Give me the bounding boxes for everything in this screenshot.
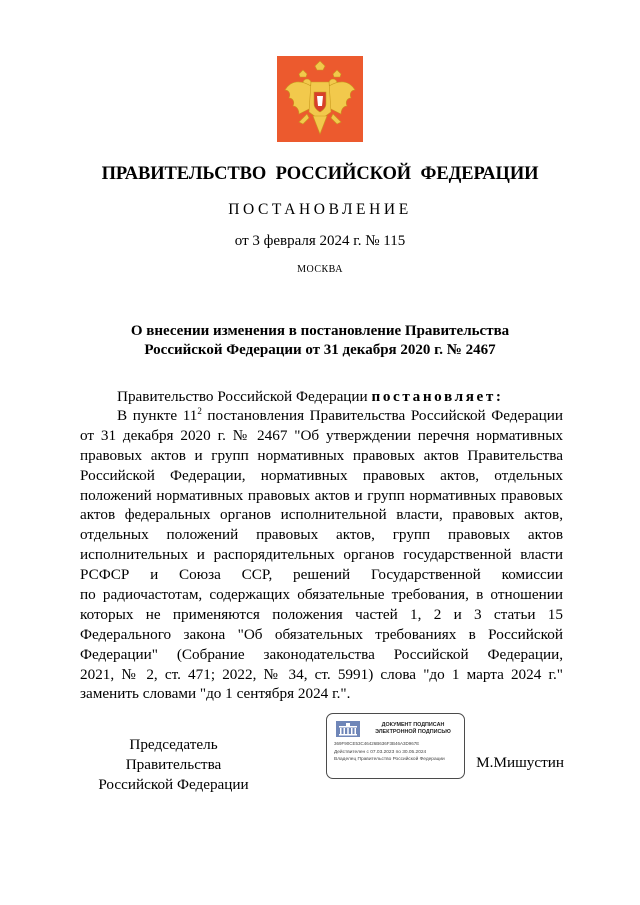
stamp-heading [367, 722, 459, 736]
document-title-line: Российской Федерации от 31 декабря 2020 г. № 2467 [144, 342, 496, 358]
body-text: В пункте 11 [117, 407, 198, 424]
certificate-validity: Действителен с 07.03.2023 по 30.05.2024 [334, 750, 427, 755]
body-line: исполнительных и распорядительных органов государственной власти [80, 546, 563, 564]
body-line: 2021, № 2, ст. 471; 2022, № 34, ст. 5991) слова "до 1 марта 2024 г." [80, 665, 563, 683]
organization-name: ПРАВИТЕЛЬСТВО РОССИЙСКОЙ ФЕДЕРАЦИИ [101, 164, 539, 184]
intro-action: постановляет: [371, 388, 504, 405]
signatory-name: М.Мишустин [476, 754, 564, 771]
document-title [80, 322, 560, 360]
resolution-intro [117, 387, 504, 407]
stamp-heading-line: ЭЛЕКТРОННОЙ ПОДПИСЬЮ [375, 729, 451, 735]
body-line: РСФСР и Союза ССР, решений Государственной комиссии [80, 566, 563, 584]
body-text: постановления Правительства Российской Федерации [201, 407, 563, 424]
signatory-position [80, 735, 267, 795]
signatory-position-line: Российской Федерации [98, 776, 249, 793]
stamp-heading-line: ДОКУМЕНТ ПОДПИСАН [381, 722, 445, 728]
certificate-serial: 369F90CE53C46426B636F3B46A3D967E [334, 741, 420, 746]
body-line: заменить словами "до 1 сентября 2024 г.". [80, 685, 351, 703]
state-emblem [277, 56, 363, 142]
intro-text: Правительство Российской Федерации [117, 388, 372, 405]
signatory-position-line: Председатель Правительства [125, 736, 222, 773]
electronic-signature-stamp [326, 713, 465, 779]
document-body [80, 406, 563, 704]
document-title-line: О внесении изменения в постановление Правительства [130, 323, 510, 339]
document-date-number: от 3 февраля 2024 г. № 115 [234, 233, 406, 249]
body-line: от 31 декабря 2020 г. № 2467 "Об утверждении перечня нормативных [80, 426, 563, 444]
body-line: Федерации" (Собрание законодательства Российской Федерации, [80, 645, 563, 663]
body-line: по радиочастотам, содержащих обязательные требования, в отношении [80, 586, 563, 604]
government-building-icon [336, 721, 360, 737]
body-line [80, 406, 563, 426]
body-line: Федерального закона "Об обязательных требованиях в Российской [80, 625, 563, 643]
document-type: ПОСТАНОВЛЕНИЕ [228, 201, 412, 218]
certificate-owner: Владелец Правительство Российской Федерации [334, 757, 445, 762]
superscript: 2 [197, 405, 202, 416]
body-line: которых не применяются положения частей 1, 2 и 3 статьи 15 [80, 605, 563, 623]
body-line: отдельных положений правовых актов, групп правовых актов [80, 526, 563, 544]
body-line: правовых актов и групп нормативных правовых актов Правительства [80, 446, 563, 464]
double-headed-eagle-icon [277, 56, 363, 142]
body-line: Российской Федерации, нормативных правовых актов, отдельных [80, 466, 563, 484]
body-line: актов федеральных органов исполнительной власти, правовых актов, [80, 506, 563, 524]
body-line: положений нормативных правовых актов и групп нормативных правовых [80, 486, 563, 504]
document-city: МОСКВА [297, 264, 343, 275]
